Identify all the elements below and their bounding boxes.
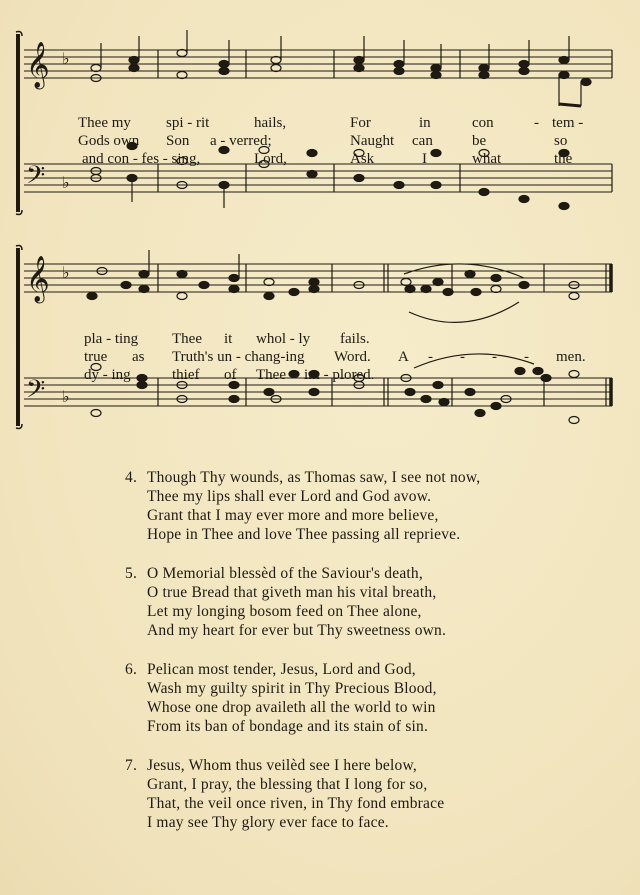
lyric-syllable: - xyxy=(492,349,497,365)
lyric-syllable: thief xyxy=(172,367,200,383)
lyric-syllable: - xyxy=(460,349,465,365)
lyric-syllable: what xyxy=(472,151,502,167)
stanza-line-text: Though Thy wounds, as Thomas saw, I see not now, xyxy=(147,469,481,486)
lyric-syllable: be xyxy=(472,133,487,149)
lyric-syllable: in xyxy=(419,115,431,131)
lyric-syllable: of xyxy=(224,367,237,383)
stanza-4 xyxy=(125,468,585,544)
lyric-syllable: and con - fes - sing, xyxy=(82,151,201,167)
stanza-list xyxy=(125,468,585,852)
stanza-line-text: O Memorial blessèd of the Saviour's death, xyxy=(147,565,423,582)
stanza-line: Let my longing bosom feed on Thee alone, xyxy=(147,603,422,620)
svg-text:♭: ♭ xyxy=(62,265,70,282)
stanza-line: From its ban of bondage and its stain of sin. xyxy=(147,718,429,735)
stanza-7 xyxy=(125,756,585,832)
stanza-line-text: Pelican most tender, Jesus, Lord and God, xyxy=(147,661,416,678)
stanza-line: O true Bread that giveth man his vital breath, xyxy=(147,584,437,601)
lyric-syllable: tem - xyxy=(552,115,584,131)
lyric-syllable: I xyxy=(422,151,427,167)
stanza-line: That, the veil once riven, in Thy fond embrace xyxy=(147,795,445,812)
lyric-syllable: whol - ly xyxy=(256,331,311,347)
music-system-1 xyxy=(14,28,614,218)
lyric-syllable: Thee my xyxy=(78,115,131,131)
stanza-line: Grant, I pray, the blessing that I long for so, xyxy=(147,776,428,793)
lyric-syllable: Thee xyxy=(172,331,202,347)
lyric-syllable: - xyxy=(428,349,433,365)
svg-text:𝄢: 𝄢 xyxy=(26,375,46,410)
lyric-syllable: Truth's un - chang-ing xyxy=(172,349,305,365)
stanza-line: Whose one drop availeth all the world to win xyxy=(147,699,436,716)
stanza-line xyxy=(125,756,585,775)
lyric-syllable: the xyxy=(554,151,573,167)
lyric-syllable: For xyxy=(350,115,371,131)
stanza-number: 4. xyxy=(125,469,138,486)
stanza-line: Thee my lips shall ever Lord and God avow. xyxy=(147,488,432,505)
lyric-syllable: Ask xyxy=(350,151,375,167)
stanza-line: I may see Thy glory ever face to face. xyxy=(147,814,389,831)
stanza-number: 7. xyxy=(125,757,138,774)
lyric-syllable: con xyxy=(472,115,494,131)
stanza-6 xyxy=(125,660,585,736)
stanza-line xyxy=(125,660,585,679)
stanza-line xyxy=(125,564,585,583)
lyric-syllable: Gods own xyxy=(78,133,140,149)
stanza-line: And my heart for ever but Thy sweetness own. xyxy=(147,622,447,639)
lyric-syllable: - xyxy=(524,349,529,365)
svg-text:𝄞: 𝄞 xyxy=(26,42,50,88)
stanza-line: Hope in Thee and love Thee passing all reprieve. xyxy=(147,526,461,543)
lyric-syllable: im - plored. xyxy=(304,367,375,383)
lyric-syllable: Son xyxy=(166,133,190,149)
lyric-syllable: it xyxy=(224,331,233,347)
lyric-syllable: Naught xyxy=(350,133,395,149)
stanza-number: 5. xyxy=(125,565,138,582)
stanza-line: Wash my guilty spirit in Thy Precious Blood, xyxy=(147,680,437,697)
stanza-5 xyxy=(125,564,585,640)
stanza-line xyxy=(125,468,585,487)
lyric-syllable: a - verred; xyxy=(210,133,272,149)
lyric-syllable: as xyxy=(132,349,145,365)
svg-text:♭: ♭ xyxy=(62,51,70,68)
svg-text:♭: ♭ xyxy=(62,175,70,192)
lyric-syllable: A xyxy=(398,349,409,365)
stanza-number: 6. xyxy=(125,661,138,678)
svg-text:𝄞: 𝄞 xyxy=(26,256,50,302)
lyric-syllable: Word. xyxy=(334,349,371,365)
lyric-syllable: dy - ing xyxy=(84,367,131,383)
lyric-syllable: spi - rit xyxy=(166,115,210,131)
svg-text:♭: ♭ xyxy=(62,389,70,406)
lyric-syllable: fails. xyxy=(340,331,370,347)
lyric-syllable: can xyxy=(412,133,433,149)
lyric-syllable: men. xyxy=(556,349,586,365)
lyric-syllable: so xyxy=(554,133,568,149)
lyric-syllable: pla - ting xyxy=(84,331,139,347)
music-system-2 xyxy=(14,242,614,432)
stanza-line-text: Jesus, Whom thus veilèd see I here below, xyxy=(147,757,417,774)
lyric-syllable: - xyxy=(534,115,539,131)
svg-text:𝄢: 𝄢 xyxy=(26,161,46,196)
lyric-syllable: hails, xyxy=(254,115,287,131)
lyric-syllable: Thee xyxy=(256,367,286,383)
lyric-syllable: true xyxy=(84,349,108,365)
stanza-line: Grant that I may ever more and more believe, xyxy=(147,507,439,524)
lyric-syllable: Lord, xyxy=(254,151,287,167)
